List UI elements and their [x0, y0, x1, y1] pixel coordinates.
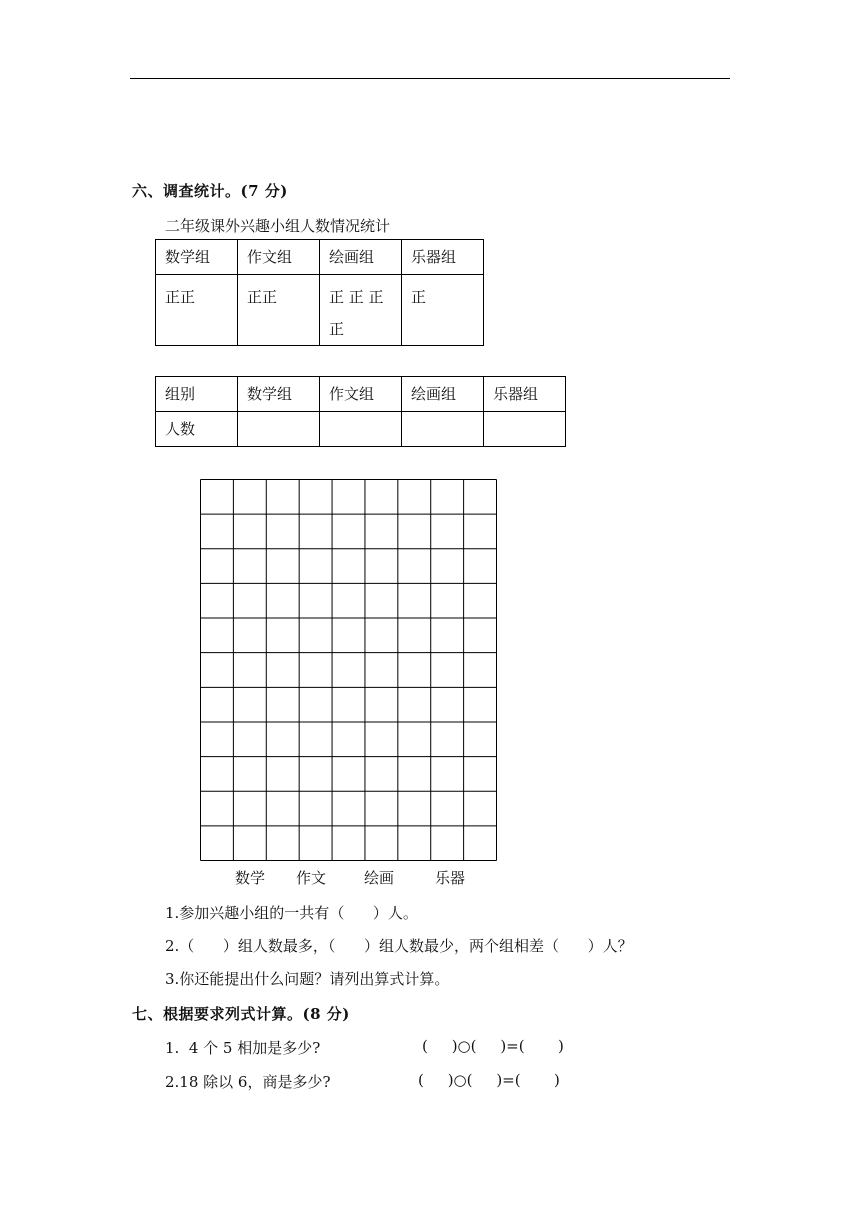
- question-2: 2.（ ）组人数最多，（ ）组人数最少，两个组相差（ ）人？: [165, 937, 633, 955]
- top-rule: [130, 78, 730, 79]
- count-table: [155, 376, 566, 447]
- count-header-group: 组别: [156, 377, 238, 412]
- count-header-music: 乐器组: [484, 377, 566, 412]
- tally-header-music: 乐器组: [402, 240, 484, 275]
- question-1: 1.参加兴趣小组的一共有（ ）人。: [165, 904, 418, 922]
- tally-table: [155, 239, 484, 346]
- count-cell-math[interactable]: [238, 412, 320, 447]
- problem-1-formula[interactable]: ( )○( )=( ): [422, 1037, 564, 1055]
- problem-1-text: 1. 4 个 5 相加是多少?: [165, 1039, 321, 1057]
- tally-header-writing: 作文组: [238, 240, 320, 275]
- tally-marks-math: 正正: [156, 275, 238, 346]
- count-cell-writing[interactable]: [320, 412, 402, 447]
- tally-marks-music: 正: [402, 275, 484, 346]
- tally-marks-writing: 正正: [238, 275, 320, 346]
- x-label-math: 数学: [235, 869, 266, 887]
- x-label-drawing: 绘画: [364, 869, 395, 887]
- count-header-writing: 作文组: [320, 377, 402, 412]
- bar-graph-grid: [200, 479, 497, 861]
- problem-2-text: 2.18 除以 6，商是多少?: [165, 1073, 331, 1091]
- problem-2-formula[interactable]: ( )○( )=( ): [418, 1071, 560, 1089]
- tally-marks-drawing: 正 正 正 正: [320, 275, 402, 346]
- count-header-drawing: 绘画组: [402, 377, 484, 412]
- grid-lines: [200, 479, 497, 861]
- tally-header-drawing: 绘画组: [320, 240, 402, 275]
- question-3: 3.你还能提出什么问题？请列出算式计算。: [165, 970, 450, 988]
- count-cell-drawing[interactable]: [402, 412, 484, 447]
- table-title: 二年级课外兴趣小组人数情况统计: [165, 217, 391, 235]
- section-7-heading: 七、根据要求列式计算。(8 分): [132, 1005, 350, 1023]
- x-label-writing: 作文: [296, 869, 327, 887]
- count-header-math: 数学组: [238, 377, 320, 412]
- section-6-heading: 六、调查统计。(7 分): [132, 182, 288, 200]
- tally-header-math: 数学组: [156, 240, 238, 275]
- count-row-label: 人数: [156, 412, 238, 447]
- x-label-music: 乐器: [435, 869, 466, 887]
- count-cell-music[interactable]: [484, 412, 566, 447]
